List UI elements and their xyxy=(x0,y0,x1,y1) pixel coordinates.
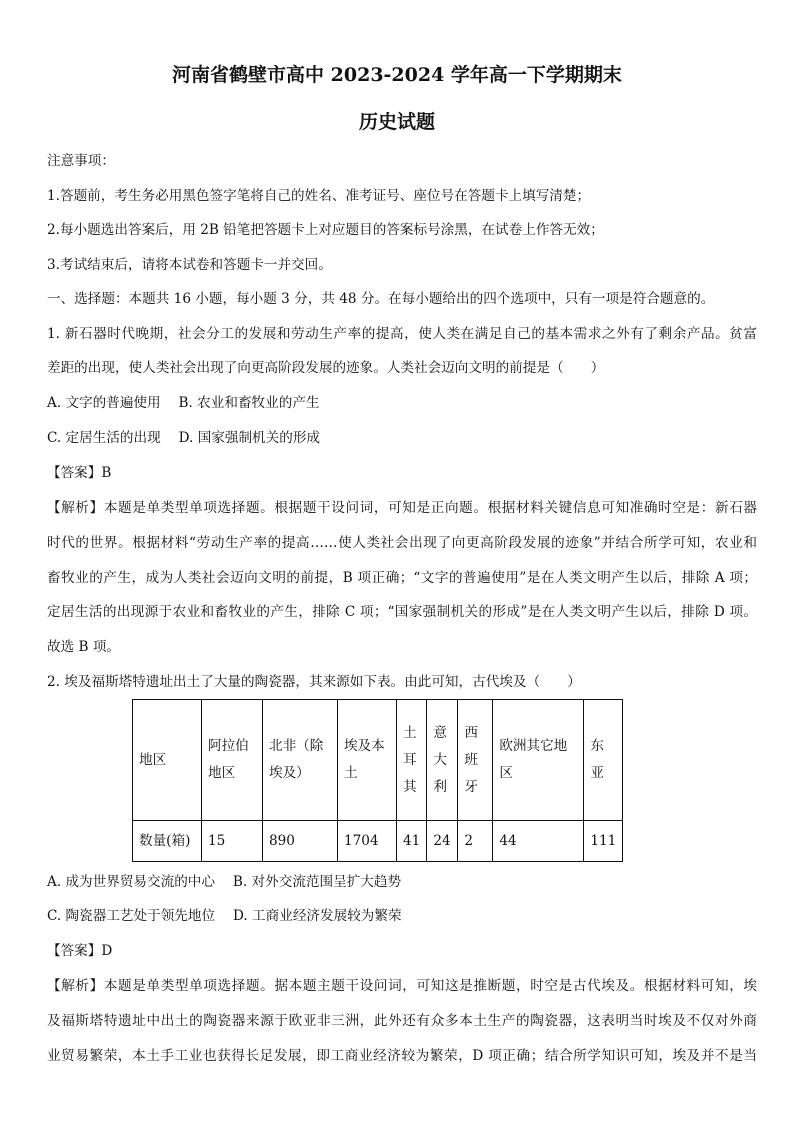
region-name-line: 欧洲其它地 xyxy=(499,738,568,754)
table-cell: 44 xyxy=(493,821,584,862)
region-name-line: 阿拉伯 xyxy=(208,738,249,754)
question-2-options: C. 陶瓷器工艺处于领先地位 D. 工商业经济发展较为繁荣 xyxy=(47,908,402,924)
table-cell xyxy=(397,700,427,821)
notice-heading: 注意事项： xyxy=(47,153,115,169)
question-1-analysis: 定居生活的出现源于农业和畜牧业的产生，排除 C 项；“国家强制机关的形成”是在人类文明产生以后，排除 D 项。 xyxy=(47,604,757,620)
question-2-analysis: 业贸易繁荣，本土手工业也获得长足发展，即工商业经济较为繁荣，D 项正确；结合所学知识可知，埃及并不是当 xyxy=(47,1048,757,1064)
question-1-stem: 差距的出现，使人类社会出现了向更高阶段发展的迹象。人类社会迈向文明的前提是（ ） xyxy=(47,360,605,376)
region-name xyxy=(403,720,417,801)
region-name xyxy=(269,733,323,787)
table-cell xyxy=(458,700,493,821)
table-cell: 1704 xyxy=(338,821,397,862)
question-2-answer: 【答案】D xyxy=(47,943,113,959)
region-name-line: 意 xyxy=(433,724,447,741)
table-cell xyxy=(584,700,623,821)
question-1-answer: 【答案】B xyxy=(47,465,112,481)
table-cell: 15 xyxy=(202,821,263,862)
notice-item: 1.答题前，考生务必用黑色签字笔将自己的姓名、准考证号、座位号在答题卡上填写清楚； xyxy=(47,188,591,204)
exam-title: 河南省鹤壁市高中 2023-2024 学年高一下学期期末 xyxy=(172,64,622,86)
region-name-line: 地区 xyxy=(208,765,236,781)
region-name-line: 区 xyxy=(499,765,513,781)
region-name-line: 埃及本 xyxy=(344,738,385,754)
region-name-line: 其 xyxy=(403,778,417,795)
question-2-analysis: 【解析】本题是单类型单项选择题。据本题主题干设问词，可知这是推断题，时空是古代埃及。根据材料可知，埃 xyxy=(47,978,757,994)
region-name-line: 东 xyxy=(590,738,604,754)
table-cell: 24 xyxy=(427,821,458,862)
table-row xyxy=(133,821,623,862)
question-1-options: C. 定居生活的出现 D. 国家强制机关的形成 xyxy=(47,430,321,446)
region-name-line: 利 xyxy=(433,778,447,795)
region-name xyxy=(590,733,604,787)
table-cell xyxy=(427,700,458,821)
question-1-analysis: 时代的世界。根据材料“劳动生产率的提高……使人类社会出现了向更高阶段发展的迹象”并结合所学可知，农业和 xyxy=(47,535,757,551)
question-1-stem: 1. 新石器时代晚期，社会分工的发展和劳动生产率的提高，使人类在满足自己的基本需求之外有了剩余产品。贫富 xyxy=(47,326,757,342)
section-heading: 一、选择题：本题共 16 小题，每小题 3 分，共 48 分。在每小题给出的四个选项中，只有一项是符合题意的。 xyxy=(47,291,715,307)
question-1-options: A. 文字的普遍使用 B. 农业和畜牧业的产生 xyxy=(47,395,320,411)
region-name-line: 土 xyxy=(344,765,358,781)
region-name-line: 班 xyxy=(464,751,478,768)
pottery-source-table xyxy=(132,699,623,862)
region-name-line: 埃及） xyxy=(269,765,310,781)
table-cell: 2 xyxy=(458,821,493,862)
table-cell: 890 xyxy=(263,821,338,862)
table-cell xyxy=(202,700,263,821)
table-cell xyxy=(263,700,338,821)
region-name-line: 西 xyxy=(464,724,478,741)
notice-item: 2.每小题选出答案后，用 2B 铅笔把答题卡上对应题目的答案标号涂黑，在试卷上作答无效； xyxy=(47,222,604,238)
region-name xyxy=(208,733,249,787)
region-name-line: 牙 xyxy=(464,778,478,795)
region-name-line: 北非（除 xyxy=(269,738,324,754)
table-cell: 111 xyxy=(584,821,623,862)
table-cell xyxy=(493,700,584,821)
question-2-analysis: 及福斯塔特遗址中出土的陶瓷器来源于欧亚非三洲，此外还有众多本土生产的陶瓷器，这表明当时埃及不仅对外商 xyxy=(47,1013,757,1029)
region-name-line: 耳 xyxy=(403,751,417,768)
notice-item: 3.考试结束后，请将本试卷和答题卡一并交回。 xyxy=(47,257,332,273)
table-cell xyxy=(338,700,397,821)
table-cell: 41 xyxy=(397,821,427,862)
exam-subtitle: 历史试题 xyxy=(358,111,435,133)
question-1-analysis: 【解析】本题是单类型单项选择题。根据题干设问词，可知是正向题。根据材料关键信息可知准确时空是：新石器 xyxy=(47,500,757,516)
region-name-line: 土 xyxy=(403,724,417,741)
region-name-line: 大 xyxy=(433,751,447,768)
question-2-stem: 2. 埃及福斯塔特遗址出土了大量的陶瓷器，其来源如下表。由此可知，古代埃及（ ） xyxy=(47,674,581,690)
table-row-label: 地区 xyxy=(133,700,202,821)
table-row xyxy=(133,700,623,821)
region-name xyxy=(499,733,567,787)
region-name-line: 亚 xyxy=(590,765,604,781)
question-1-analysis: 畜牧业的产生，成为人类社会迈向文明的前提，B 项正确；“文字的普遍使用”是在人类文明产生以后，排除 A 项； xyxy=(47,570,757,586)
question-2-options: A. 成为世界贸易交流的中心 B. 对外交流范围呈扩大趋势 xyxy=(47,874,402,890)
region-name xyxy=(464,720,478,801)
question-1-analysis: 故选 B 项。 xyxy=(47,639,121,655)
table-row-label: 数量(箱) xyxy=(133,821,202,862)
region-name xyxy=(344,733,385,787)
region-name xyxy=(433,720,447,801)
